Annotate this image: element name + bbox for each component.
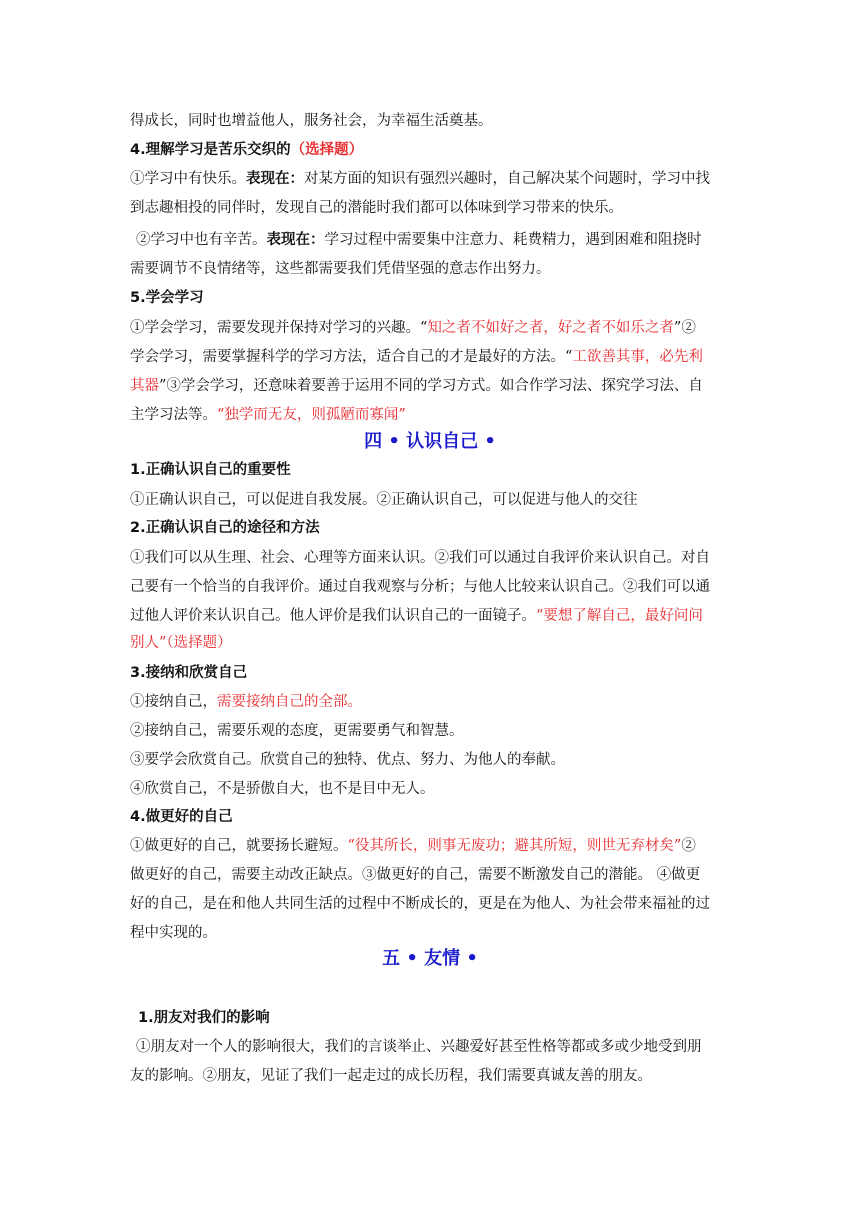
- quote-text: “要想了解自己，最好问问: [536, 608, 703, 624]
- quote-text: 知之者不如好之者，好之者不如乐之者: [427, 320, 674, 336]
- quote-text: “独学而无友，则孤陋而寡闻”: [217, 407, 406, 423]
- text: 主学习法等。: [130, 407, 217, 423]
- highlight-text: 需要接纳自己的全部。: [217, 694, 362, 710]
- paragraph-line: ①正确认识自己，可以促进自我发展。②正确认识自己，可以促进与他人的交往: [130, 492, 638, 508]
- paragraph-line: 友的影响。②朋友，见证了我们一起走过的成长历程，我们需要真诚友善的朋友。: [130, 1068, 652, 1084]
- text: 对某方面的知识有强烈兴趣时，自己解决某个问题时，学习中找: [304, 171, 710, 187]
- text: ”③学会学习，还意味着要善于运用不同的学习方式。如合作学习法、探究学习法、自: [159, 378, 703, 394]
- paragraph-line: 己要有一个恰当的自我评价。通过自我观察与分析；与他人比较来认识自己。②我们可以通: [130, 579, 710, 595]
- heading-better-self: 4.做更好的自己: [130, 809, 233, 825]
- paragraph-line: [130, 836, 696, 856]
- paragraph-line: 需要调节不良情绪等，这些都需要我们凭借坚强的意志作出努力。: [130, 261, 551, 277]
- quote-text: “役其所长，则事无废功；避其所短，则世无弃材矣”: [347, 838, 682, 854]
- quote-text: 工欲善其事，必先利: [572, 349, 703, 365]
- quote-text: 其器: [130, 378, 159, 394]
- heading-methods: 2.正确认识自己的途径和方法: [130, 520, 320, 536]
- bold-label: 表现在：: [266, 231, 325, 248]
- text: 学习过程中需要集中注意力、耗费精力，遇到困难和阻挠时: [324, 232, 702, 248]
- heading-friend-influence: 1.朋友对我们的影响: [138, 1010, 270, 1026]
- bold-label: 表现在：: [246, 170, 304, 187]
- paragraph-line: [136, 230, 702, 250]
- section-title-know-yourself: 四 • 认识自己 •: [364, 431, 496, 452]
- paragraph-line: [130, 318, 696, 338]
- text: ②学习中也有辛苦。: [136, 232, 267, 248]
- paragraph-line: ①朋友对一个人的影响很大，我们的言谈举止、兴趣爱好甚至性格等都或多或少地受到朋: [136, 1039, 702, 1055]
- paragraph-line: 好的自己，是在和他人共同生活的过程中不断成长的，更是在为他人、为社会带来福祉的过: [130, 896, 710, 912]
- text: ①接纳自己，: [130, 694, 217, 710]
- paragraph-line: ②接纳自己，需要乐观的态度，更需要勇气和智慧。: [130, 723, 464, 739]
- heading-text: 4.理解学习是苦乐交织的: [130, 142, 291, 158]
- text: ②: [681, 838, 696, 854]
- text: 学会学习，需要掌握科学的学习方法，适合自己的才是最好的方法。“: [130, 349, 573, 365]
- paragraph-line: ①我们可以从生理、社会、心理等方面来认识。②我们可以通过自我评价来认识自己。对自: [130, 550, 710, 566]
- paragraph-line: [130, 692, 362, 712]
- heading-importance: 1.正确认识自己的重要性: [130, 462, 291, 478]
- paragraph-line: [130, 405, 406, 425]
- note-choice-question: （选择题）: [290, 142, 364, 158]
- text: ①学会学习，需要发现并保持对学习的兴趣。“: [130, 320, 428, 336]
- paragraph-line: 程中实现的。: [130, 925, 217, 941]
- paragraph-line: [130, 376, 703, 396]
- paragraph-line: [130, 347, 703, 367]
- text: ”②: [673, 320, 696, 336]
- paragraph-line: ③要学会欣赏自己。欣赏自己的独特、优点、努力、为他人的奉献。: [130, 752, 565, 768]
- text: ①做更好的自己，就要扬长避短。: [130, 838, 348, 854]
- heading-accept-appreciate: 3.接纳和欣赏自己: [130, 665, 248, 681]
- paragraph-line: 得成长，同时也增益他人，服务社会，为幸福生活奠基。: [130, 113, 493, 129]
- paragraph-line: [130, 169, 710, 189]
- section-title-friendship: 五 • 友情 •: [382, 948, 478, 969]
- paragraph-line: 到志趣相投的同伴时，发现自己的潜能时我们都可以体味到学习带来的快乐。: [130, 200, 623, 216]
- text: 过他人评价来认识自己。他人评价是我们认识自己的一面镜子。: [130, 608, 536, 624]
- heading-learn-to-learn: 5.学会学习: [130, 290, 204, 306]
- paragraph-line: [130, 606, 703, 626]
- paragraph-line: ④欣赏自己，不是骄傲自大，也不是目中无人。: [130, 781, 435, 797]
- paragraph-line: 做更好的自己，需要主动改正缺点。③做更好的自己，需要不断激发自己的潜能。 ④做更: [130, 867, 701, 883]
- text: ①学习中有快乐。: [130, 171, 246, 187]
- heading-understand-learning: [130, 140, 363, 160]
- paragraph-line: 别人”（选择题）: [130, 635, 232, 651]
